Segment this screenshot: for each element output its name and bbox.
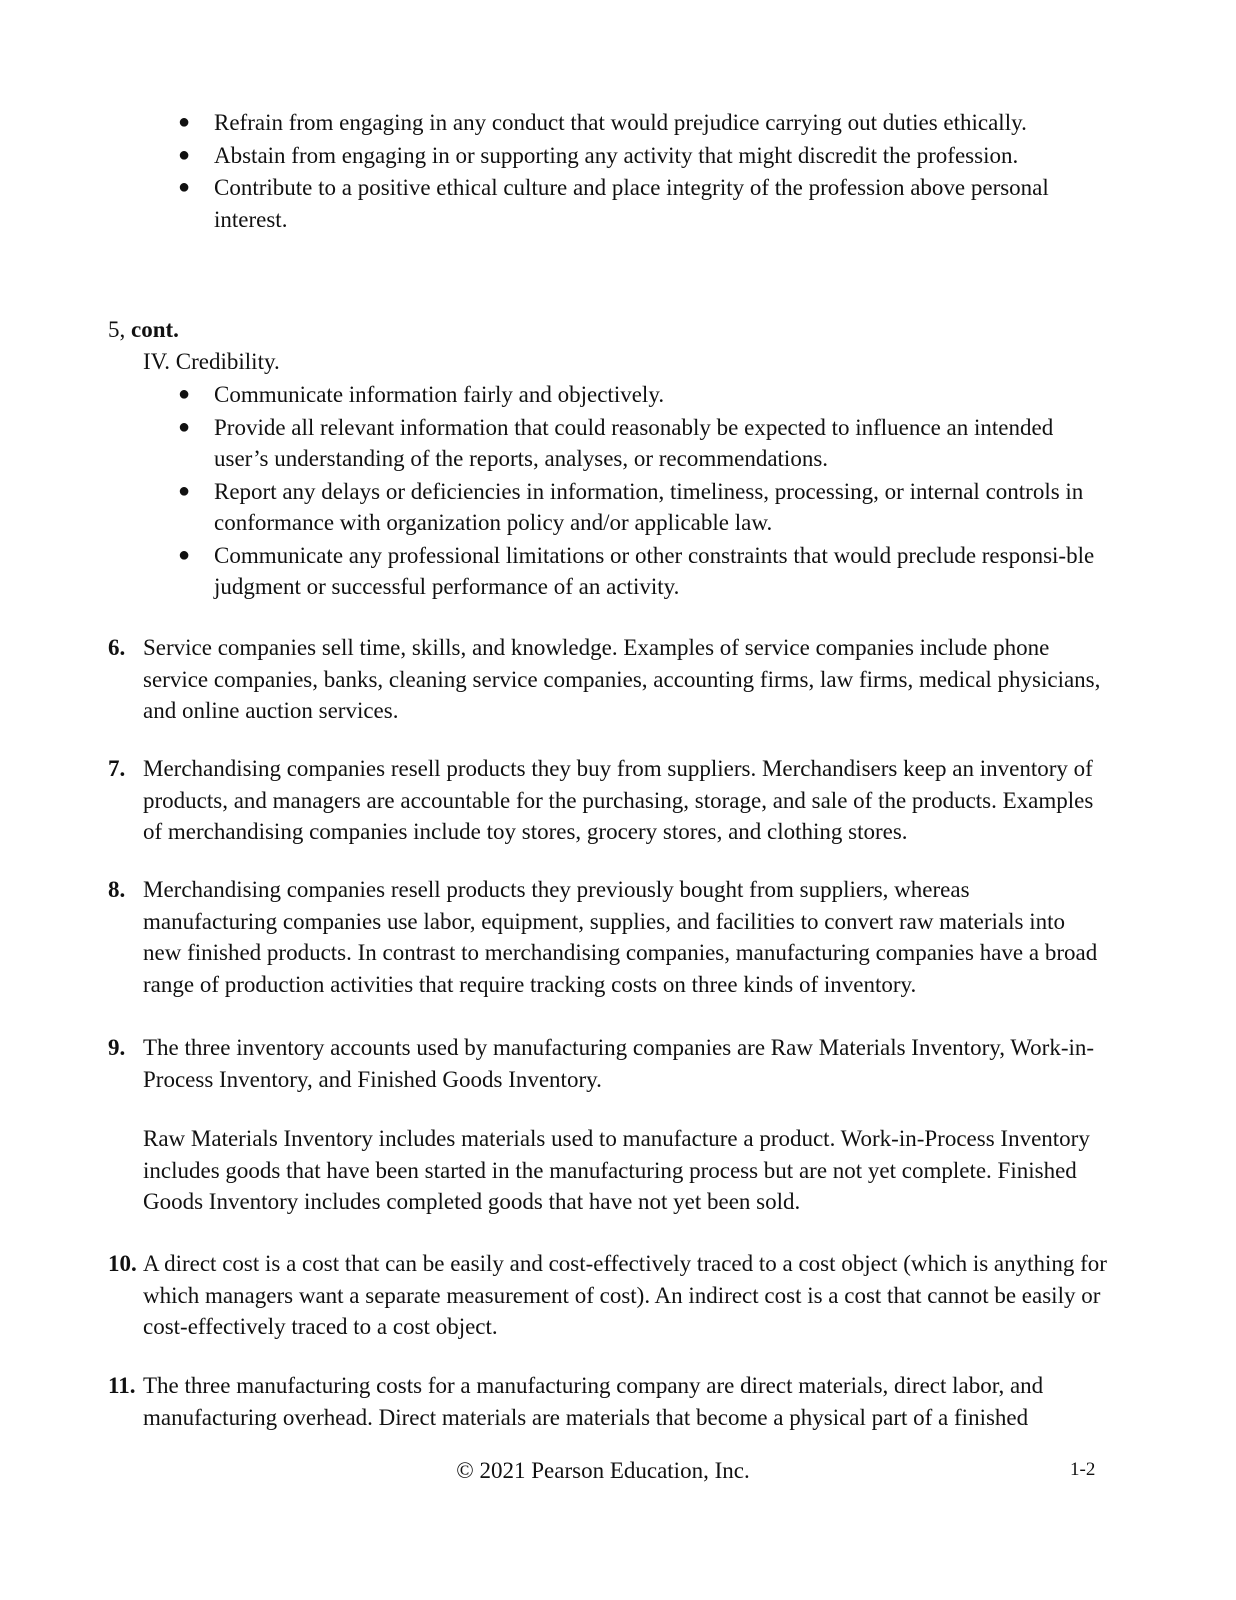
bullet-text: Communicate any professional limitations or other constraints that would preclude responsi-ble judgment or successful performance of an activity. [214, 542, 1095, 599]
credibility-bullet-list [176, 379, 1111, 604]
credibility-subheading: IV. Credibility. [143, 349, 280, 374]
bullet-icon: ● [178, 479, 191, 502]
page-number: 1-2 [1070, 1459, 1096, 1480]
numbered-item-9 [108, 1032, 1108, 1218]
item-number: 9. [108, 1035, 126, 1060]
bullet-text: Provide all relevant information that could reasonably be expected to influence an intended user’s understanding of the reports, analyses, or recommendations. [214, 414, 1054, 471]
bullet-item [176, 379, 1111, 411]
section-heading [108, 314, 179, 346]
bullet-text: Abstain from engaging in or supporting any activity that might discredit the profession. [214, 142, 1019, 168]
bullet-text: Contribute to a positive ethical culture and place integrity of the profession above personal interest. [214, 175, 1049, 232]
numbered-item-11 [108, 1370, 1108, 1433]
bullet-icon: ● [178, 111, 191, 133]
item-number: 7. [108, 756, 126, 781]
bullet-text: Report any delays or deficiencies in information, timeliness, processing, or internal controls in conformance with organization policy and/or applicable law. [214, 478, 1084, 535]
item-number: 11. [108, 1373, 136, 1398]
section-number: 5, [108, 317, 131, 342]
numbered-item-7 [108, 753, 1108, 848]
bullet-item [176, 140, 1111, 172]
footer [0, 1455, 1236, 1487]
item-number: 10. [108, 1251, 137, 1276]
numbered-item-8 [108, 874, 1108, 1000]
copyright-notice: © 2021 Pearson Education, Inc. [456, 1458, 750, 1483]
item-text: Service companies sell time, skills, and knowledge. Examples of service companies include phone service companies, banks, cleaning service companies, accounting firms, law firms, medical physicians, and online auction services. [143, 635, 1101, 723]
bullet-item [176, 107, 1111, 139]
ethics-bullet-list [176, 107, 1111, 236]
numbered-item-6 [108, 632, 1108, 727]
bullet-item [176, 412, 1111, 475]
item-paragraph-2: Raw Materials Inventory includes materials used to manufacture a product. Work-in-Process Inventory includes goods that have been started in the manufacturing process but are not yet complete. Finished Goods Inventory includes completed goods that have not yet been sold. [143, 1126, 1090, 1214]
item-text: The three inventory accounts used by manufacturing companies are Raw Materials Inventory, Work-in-Process Inventory, and Finished Goods Inventory. [143, 1035, 1095, 1092]
bullet-item [176, 540, 1111, 603]
item-text: A direct cost is a cost that can be easily and cost-effectively traced to a cost object (which is anything for which managers want a separate measurement of cost). An indirect cost is a cost that cannot be easily or cost-effectively traced to a cost object. [143, 1251, 1107, 1339]
bullet-icon: ● [178, 415, 191, 438]
bullet-icon: ● [178, 383, 191, 405]
item-text: Merchandising companies resell products they buy from suppliers. Merchandisers keep an inventory of products, and managers are accountable for the purchasing, storage, and sale of the products. Examples of merchandising companies include toy stores, grocery stores, and clothing stores. [143, 756, 1094, 844]
item-text: Merchandising companies resell products they previously bought from suppliers, whereas manufacturing companies use labor, equipment, supplies, and facilities to convert raw materials into new finished products. In contrast to merchandising companies, manufacturing companies have a broad range of production activities that require tracking costs on three kinds of inventory. [143, 877, 1098, 997]
bullet-icon: ● [178, 543, 191, 566]
bullet-icon: ● [178, 143, 191, 166]
bullet-text: Refrain from engaging in any conduct that would prejudice carrying out duties ethically. [214, 110, 1027, 135]
item-text: The three manufacturing costs for a manufacturing company are direct materials, direct labor, and manufacturing overhead. Direct materials are materials that become a physical part of a finished [143, 1373, 1044, 1430]
bullet-item [176, 476, 1111, 539]
item-number: 8. [108, 877, 126, 902]
item-number: 6. [108, 635, 126, 660]
bullet-text: Communicate information fairly and objectively. [214, 382, 665, 407]
bullet-item [176, 172, 1111, 235]
numbered-item-10 [108, 1248, 1108, 1343]
bullet-icon: ● [178, 176, 191, 198]
section-cont-label: cont. [131, 317, 179, 342]
